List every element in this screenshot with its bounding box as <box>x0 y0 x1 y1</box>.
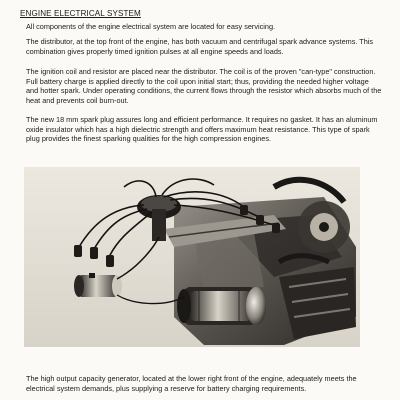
paragraph-distributor: The distributor, at the top front of the engine, has both vacuum and centrifugal spark advance systems. This combination gives properly timed ignition pulses at all engine speeds and loads. <box>26 37 374 56</box>
ignition-coil <box>74 273 122 297</box>
engine-illustration <box>24 167 360 347</box>
generator <box>177 287 266 325</box>
engine-photo <box>24 167 360 347</box>
section-title: ENGINE ELECTRICAL SYSTEM <box>20 9 141 18</box>
paragraph-spark-plug: The new 18 mm spark plug assures long and efficient performance. It requires no gasket. It has an aluminum oxide insulator which has a high dielectric strength and offers maximum heat resistance. This type of spark plug provides the finest sparking qualities for the high compression engines. <box>26 115 378 144</box>
paragraph-generator: The high output capacity generator, located at the lower right front of the engine, adequately meets the electrical system demands, plus supplying a reserve for battery charging requirements. <box>26 374 357 393</box>
paragraph-overview: All components of the engine electrical system are located for easy servicing. <box>26 22 276 31</box>
paragraph-ignition-coil: The ignition coil and resistor are placed near the distributor. The coil is of the proven "can-type" construction. Full battery charge is applied directly to the coil upon initial start; thus, providing the needed higher voltage and hotter spark. Under operating conditions, the current flows through the resistor which absorbs much of the heat and prevents coil burn-out. <box>26 67 382 105</box>
